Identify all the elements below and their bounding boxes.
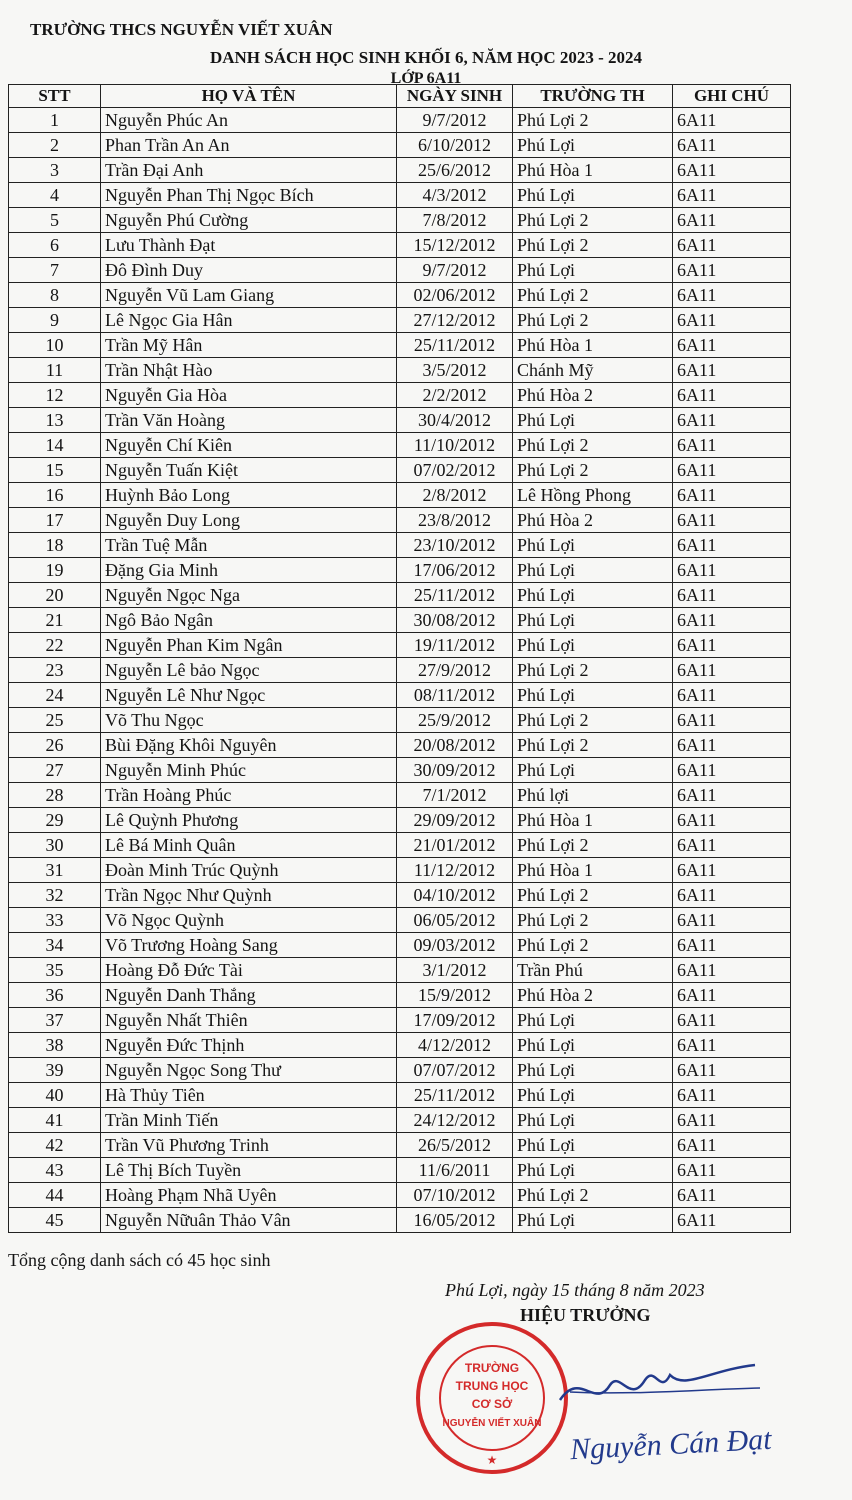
table-row (9, 408, 791, 433)
row-dob: 11/6/2011 (397, 1158, 513, 1183)
row-note: 6A11 (673, 1133, 791, 1158)
row-school: Phú Lợi (513, 533, 673, 558)
table-row (9, 858, 791, 883)
row-stt: 17 (9, 508, 101, 533)
row-dob: 11/12/2012 (397, 858, 513, 883)
place-date: Phú Lợi, ngày 15 tháng 8 năm 2023 (445, 1280, 705, 1300)
row-stt: 19 (9, 558, 101, 583)
row-dob: 17/06/2012 (397, 558, 513, 583)
row-stt: 25 (9, 708, 101, 733)
row-school: Phú Lợi (513, 683, 673, 708)
row-dob: 25/11/2012 (397, 333, 513, 358)
row-note: 6A11 (673, 533, 791, 558)
row-stt: 38 (9, 1033, 101, 1058)
row-school: Phú Lợi (513, 583, 673, 608)
row-stt: 9 (9, 308, 101, 333)
table-row (9, 1058, 791, 1083)
row-school: Phú Lợi (513, 258, 673, 283)
row-name: Trần Đại Anh (101, 158, 397, 183)
row-note: 6A11 (673, 1008, 791, 1033)
row-stt: 41 (9, 1108, 101, 1133)
row-name: Trần Văn Hoàng (101, 408, 397, 433)
col-header-dob: NGÀY SINH (397, 85, 513, 108)
row-note: 6A11 (673, 608, 791, 633)
row-dob: 23/10/2012 (397, 533, 513, 558)
table-row (9, 983, 791, 1008)
row-school: Phú Lợi 2 (513, 283, 673, 308)
row-note: 6A11 (673, 508, 791, 533)
row-school: Phú Lợi 2 (513, 833, 673, 858)
table-row (9, 108, 791, 133)
row-name: Nguyễn Minh Phúc (101, 758, 397, 783)
row-dob: 08/11/2012 (397, 683, 513, 708)
row-note: 6A11 (673, 208, 791, 233)
row-note: 6A11 (673, 1183, 791, 1208)
row-name: Nguyễn Tuấn Kiệt (101, 458, 397, 483)
row-note: 6A11 (673, 733, 791, 758)
svg-text:CƠ SỞ: CƠ SỞ (471, 1397, 513, 1411)
row-school: Phú Lợi (513, 558, 673, 583)
row-dob: 23/8/2012 (397, 508, 513, 533)
row-dob: 15/9/2012 (397, 983, 513, 1008)
svg-text:TRƯỜNG: TRƯỜNG (464, 1361, 520, 1375)
row-stt: 21 (9, 608, 101, 633)
row-stt: 45 (9, 1208, 101, 1233)
row-name: Đoàn Minh Trúc Quỳnh (101, 858, 397, 883)
table-row (9, 483, 791, 508)
row-school: Phú Lợi (513, 1008, 673, 1033)
row-dob: 06/05/2012 (397, 908, 513, 933)
row-stt: 15 (9, 458, 101, 483)
row-dob: 30/08/2012 (397, 608, 513, 633)
svg-text:★: ★ (486, 1453, 498, 1467)
row-note: 6A11 (673, 958, 791, 983)
row-name: Lưu Thành Đạt (101, 233, 397, 258)
document-title: DANH SÁCH HỌC SINH KHỐI 6, NĂM HỌC 2023 - 2024 (209, 48, 643, 67)
row-name: Ngô Bảo Ngân (101, 608, 397, 633)
row-name: Hà Thủy Tiên (101, 1083, 397, 1108)
row-school: Phú Hòa 2 (513, 508, 673, 533)
row-name: Nguyễn Lê bảo Ngọc (101, 658, 397, 683)
row-school: Phú Lợi 2 (513, 308, 673, 333)
school-name: TRƯỜNG THCS NGUYỄN VIẾT XUÂN (30, 20, 333, 39)
row-note: 6A11 (673, 108, 791, 133)
row-name: Nguyễn Phan Kim Ngân (101, 633, 397, 658)
row-note: 6A11 (673, 1083, 791, 1108)
table-row (9, 133, 791, 158)
row-dob: 7/1/2012 (397, 783, 513, 808)
row-name: Nguyễn Danh Thắng (101, 983, 397, 1008)
row-stt: 40 (9, 1083, 101, 1108)
table-row (9, 1033, 791, 1058)
table-row (9, 733, 791, 758)
school-stamp (412, 1318, 572, 1478)
row-name: Nguyễn Ngọc Nga (101, 583, 397, 608)
row-stt: 42 (9, 1133, 101, 1158)
row-school: Phú Hòa 1 (513, 158, 673, 183)
row-name: Trần Mỹ Hân (101, 333, 397, 358)
table-row (9, 933, 791, 958)
row-note: 6A11 (673, 308, 791, 333)
row-note: 6A11 (673, 433, 791, 458)
row-stt: 23 (9, 658, 101, 683)
table-row (9, 333, 791, 358)
row-school: Phú Lợi (513, 133, 673, 158)
row-note: 6A11 (673, 683, 791, 708)
row-note: 6A11 (673, 983, 791, 1008)
row-name: Huỳnh Bảo Long (101, 483, 397, 508)
row-name: Trần Nhật Hào (101, 358, 397, 383)
table-row (9, 1133, 791, 1158)
row-school: Phú Lợi (513, 758, 673, 783)
table-row (9, 533, 791, 558)
col-header-note: GHI CHÚ (673, 85, 791, 108)
row-note: 6A11 (673, 633, 791, 658)
table-row (9, 208, 791, 233)
table-row (9, 258, 791, 283)
row-name: Phan Trần An An (101, 133, 397, 158)
row-stt: 14 (9, 433, 101, 458)
row-name: Võ Thu Ngọc (101, 708, 397, 733)
row-note: 6A11 (673, 333, 791, 358)
row-name: Nguyễn Chí Kiên (101, 433, 397, 458)
row-stt: 39 (9, 1058, 101, 1083)
row-school: Phú Lợi 2 (513, 458, 673, 483)
row-stt: 43 (9, 1158, 101, 1183)
row-stt: 35 (9, 958, 101, 983)
row-stt: 6 (9, 233, 101, 258)
row-name: Trần Tuệ Mẫn (101, 533, 397, 558)
table-row (9, 283, 791, 308)
row-name: Nguyễn Nhất Thiên (101, 1008, 397, 1033)
row-stt: 16 (9, 483, 101, 508)
student-table (8, 84, 791, 1233)
row-dob: 21/01/2012 (397, 833, 513, 858)
table-row (9, 1183, 791, 1208)
col-header-name: HỌ VÀ TÊN (101, 85, 397, 108)
row-stt: 28 (9, 783, 101, 808)
row-note: 6A11 (673, 808, 791, 833)
row-dob: 11/10/2012 (397, 433, 513, 458)
row-dob: 7/8/2012 (397, 208, 513, 233)
row-name: Lê Ngọc Gia Hân (101, 308, 397, 333)
row-name: Võ Trương Hoàng Sang (101, 933, 397, 958)
row-name: Bùi Đặng Khôi Nguyên (101, 733, 397, 758)
table-row (9, 1108, 791, 1133)
row-stt: 34 (9, 933, 101, 958)
row-school: Phú Lợi 2 (513, 433, 673, 458)
row-note: 6A11 (673, 458, 791, 483)
row-dob: 9/7/2012 (397, 108, 513, 133)
row-school: Phú Lợi (513, 1208, 673, 1233)
table-header-row (9, 85, 791, 108)
row-dob: 4/12/2012 (397, 1033, 513, 1058)
row-school: Phú Hòa 1 (513, 858, 673, 883)
row-stt: 3 (9, 158, 101, 183)
svg-text:TRUNG HỌC: TRUNG HỌC (455, 1379, 529, 1393)
row-school: Phú Hòa 1 (513, 808, 673, 833)
table-row (9, 683, 791, 708)
row-school: Phú Lợi (513, 1058, 673, 1083)
total-count: Tổng cộng danh sách có 45 học sinh (8, 1250, 271, 1270)
row-dob: 07/02/2012 (397, 458, 513, 483)
row-stt: 31 (9, 858, 101, 883)
row-note: 6A11 (673, 908, 791, 933)
row-name: Nguyễn Gia Hòa (101, 383, 397, 408)
row-dob: 26/5/2012 (397, 1133, 513, 1158)
row-dob: 24/12/2012 (397, 1108, 513, 1133)
table-row (9, 708, 791, 733)
row-name: Trần Hoàng Phúc (101, 783, 397, 808)
row-name: Lê Quỳnh Phương (101, 808, 397, 833)
row-name: Nguyễn Phúc An (101, 108, 397, 133)
row-stt: 12 (9, 383, 101, 408)
row-dob: 16/05/2012 (397, 1208, 513, 1233)
row-school: Phú Lợi 2 (513, 108, 673, 133)
row-dob: 9/7/2012 (397, 258, 513, 283)
table-row (9, 808, 791, 833)
row-stt: 26 (9, 733, 101, 758)
row-note: 6A11 (673, 383, 791, 408)
row-dob: 3/5/2012 (397, 358, 513, 383)
row-dob: 25/9/2012 (397, 708, 513, 733)
row-note: 6A11 (673, 408, 791, 433)
table-row (9, 908, 791, 933)
row-note: 6A11 (673, 833, 791, 858)
row-name: Đô Đình Duy (101, 258, 397, 283)
row-name: Nguyễn Ngọc Song Thư (101, 1058, 397, 1083)
table-row (9, 1158, 791, 1183)
row-note: 6A11 (673, 783, 791, 808)
row-school: Chánh Mỹ (513, 358, 673, 383)
row-school: Phú Lợi (513, 408, 673, 433)
row-school: Phú Lợi 2 (513, 208, 673, 233)
table-row (9, 458, 791, 483)
row-dob: 25/11/2012 (397, 1083, 513, 1108)
row-school: Phú Lợi (513, 1033, 673, 1058)
table-row (9, 633, 791, 658)
table-row (9, 383, 791, 408)
row-school: Phú Lợi 2 (513, 233, 673, 258)
row-dob: 09/03/2012 (397, 933, 513, 958)
row-stt: 29 (9, 808, 101, 833)
row-school: Phú Lợi (513, 608, 673, 633)
row-dob: 29/09/2012 (397, 808, 513, 833)
row-name: Lê Bá Minh Quân (101, 833, 397, 858)
row-note: 6A11 (673, 858, 791, 883)
table-row (9, 183, 791, 208)
row-school: Phú Lợi (513, 1108, 673, 1133)
row-note: 6A11 (673, 133, 791, 158)
row-school: Phú Hòa 1 (513, 333, 673, 358)
table-row (9, 1008, 791, 1033)
row-note: 6A11 (673, 1033, 791, 1058)
row-stt: 5 (9, 208, 101, 233)
row-stt: 11 (9, 358, 101, 383)
row-dob: 4/3/2012 (397, 183, 513, 208)
row-school: Trần Phú (513, 958, 673, 983)
row-dob: 17/09/2012 (397, 1008, 513, 1033)
row-stt: 2 (9, 133, 101, 158)
row-note: 6A11 (673, 283, 791, 308)
row-note: 6A11 (673, 933, 791, 958)
row-name: Nguyễn Đức Thịnh (101, 1033, 397, 1058)
table-row (9, 583, 791, 608)
table-row (9, 1208, 791, 1233)
row-dob: 20/08/2012 (397, 733, 513, 758)
row-stt: 20 (9, 583, 101, 608)
row-note: 6A11 (673, 1108, 791, 1133)
row-name: Nguyễn Lê Như Ngọc (101, 683, 397, 708)
row-stt: 27 (9, 758, 101, 783)
row-note: 6A11 (673, 1208, 791, 1233)
row-school: Phú lợi (513, 783, 673, 808)
row-dob: 2/8/2012 (397, 483, 513, 508)
table-row (9, 783, 791, 808)
row-stt: 32 (9, 883, 101, 908)
table-row (9, 658, 791, 683)
row-note: 6A11 (673, 158, 791, 183)
svg-text:NGUYỄN VIẾT XUÂN: NGUYỄN VIẾT XUÂN (442, 1418, 542, 1429)
row-name: Trần Minh Tiến (101, 1108, 397, 1133)
table-row (9, 958, 791, 983)
row-dob: 04/10/2012 (397, 883, 513, 908)
row-dob: 02/06/2012 (397, 283, 513, 308)
row-name: Trần Ngọc Như Quỳnh (101, 883, 397, 908)
row-school: Phú Lợi 2 (513, 908, 673, 933)
row-stt: 4 (9, 183, 101, 208)
row-dob: 30/4/2012 (397, 408, 513, 433)
row-dob: 6/10/2012 (397, 133, 513, 158)
row-name: Võ Ngọc Quỳnh (101, 908, 397, 933)
row-name: Đặng Gia Minh (101, 558, 397, 583)
row-dob: 25/6/2012 (397, 158, 513, 183)
row-note: 6A11 (673, 883, 791, 908)
row-stt: 13 (9, 408, 101, 433)
col-header-school: TRƯỜNG TH (513, 85, 673, 108)
table-row (9, 158, 791, 183)
table-row (9, 833, 791, 858)
row-name: Trần Vũ Phương Trinh (101, 1133, 397, 1158)
table-row (9, 558, 791, 583)
row-school: Phú Lợi 2 (513, 883, 673, 908)
row-stt: 18 (9, 533, 101, 558)
row-stt: 33 (9, 908, 101, 933)
row-school: Lê Hồng Phong (513, 483, 673, 508)
row-note: 6A11 (673, 358, 791, 383)
col-header-stt: STT (9, 85, 101, 108)
row-dob: 30/09/2012 (397, 758, 513, 783)
row-school: Phú Lợi (513, 633, 673, 658)
row-note: 6A11 (673, 558, 791, 583)
table-row (9, 433, 791, 458)
row-stt: 22 (9, 633, 101, 658)
row-school: Phú Lợi 2 (513, 658, 673, 683)
row-school: Phú Lợi (513, 1133, 673, 1158)
row-note: 6A11 (673, 483, 791, 508)
table-row (9, 883, 791, 908)
row-note: 6A11 (673, 708, 791, 733)
row-dob: 27/9/2012 (397, 658, 513, 683)
row-stt: 7 (9, 258, 101, 283)
row-stt: 10 (9, 333, 101, 358)
row-school: Phú Lợi (513, 1158, 673, 1183)
row-dob: 3/1/2012 (397, 958, 513, 983)
row-dob: 25/11/2012 (397, 583, 513, 608)
table-row (9, 758, 791, 783)
row-dob: 27/12/2012 (397, 308, 513, 333)
row-school: Phú Hòa 2 (513, 983, 673, 1008)
row-school: Phú Lợi (513, 183, 673, 208)
row-school: Phú Lợi 2 (513, 708, 673, 733)
signer-role: HIỆU TRƯỞNG (520, 1305, 651, 1325)
row-stt: 44 (9, 1183, 101, 1208)
row-school: Phú Lợi 2 (513, 1183, 673, 1208)
row-dob: 07/07/2012 (397, 1058, 513, 1083)
row-stt: 1 (9, 108, 101, 133)
row-name: Nguyễn Duy Long (101, 508, 397, 533)
row-note: 6A11 (673, 658, 791, 683)
row-name: Nguyễn Vũ Lam Giang (101, 283, 397, 308)
row-dob: 19/11/2012 (397, 633, 513, 658)
table-row (9, 1083, 791, 1108)
row-note: 6A11 (673, 1158, 791, 1183)
row-note: 6A11 (673, 233, 791, 258)
table-row (9, 608, 791, 633)
row-school: Phú Hòa 2 (513, 383, 673, 408)
signer-name: Nguyễn Cán Đạt (569, 1422, 773, 1467)
signature-scribble (550, 1350, 770, 1430)
table-body (9, 108, 791, 1233)
row-name: Lê Thị Bích Tuyền (101, 1158, 397, 1183)
class-name: LỚP 6A11 (390, 70, 462, 87)
row-note: 6A11 (673, 1058, 791, 1083)
row-name: Nguyễn Phú Cường (101, 208, 397, 233)
row-stt: 30 (9, 833, 101, 858)
row-school: Phú Lợi 2 (513, 933, 673, 958)
table-row (9, 508, 791, 533)
row-dob: 15/12/2012 (397, 233, 513, 258)
table-row (9, 308, 791, 333)
table-row (9, 358, 791, 383)
row-stt: 24 (9, 683, 101, 708)
row-note: 6A11 (673, 758, 791, 783)
row-name: Nguyễn Phan Thị Ngọc Bích (101, 183, 397, 208)
row-name: Hoàng Phạm Nhã Uyên (101, 1183, 397, 1208)
table-row (9, 233, 791, 258)
row-name: Nguyễn Nữuân Thảo Vân (101, 1208, 397, 1233)
row-dob: 2/2/2012 (397, 383, 513, 408)
row-note: 6A11 (673, 583, 791, 608)
row-stt: 37 (9, 1008, 101, 1033)
row-note: 6A11 (673, 183, 791, 208)
row-stt: 36 (9, 983, 101, 1008)
row-school: Phú Lợi (513, 1083, 673, 1108)
row-stt: 8 (9, 283, 101, 308)
row-dob: 07/10/2012 (397, 1183, 513, 1208)
row-note: 6A11 (673, 258, 791, 283)
row-name: Hoàng Đỗ Đức Tài (101, 958, 397, 983)
row-school: Phú Lợi 2 (513, 733, 673, 758)
